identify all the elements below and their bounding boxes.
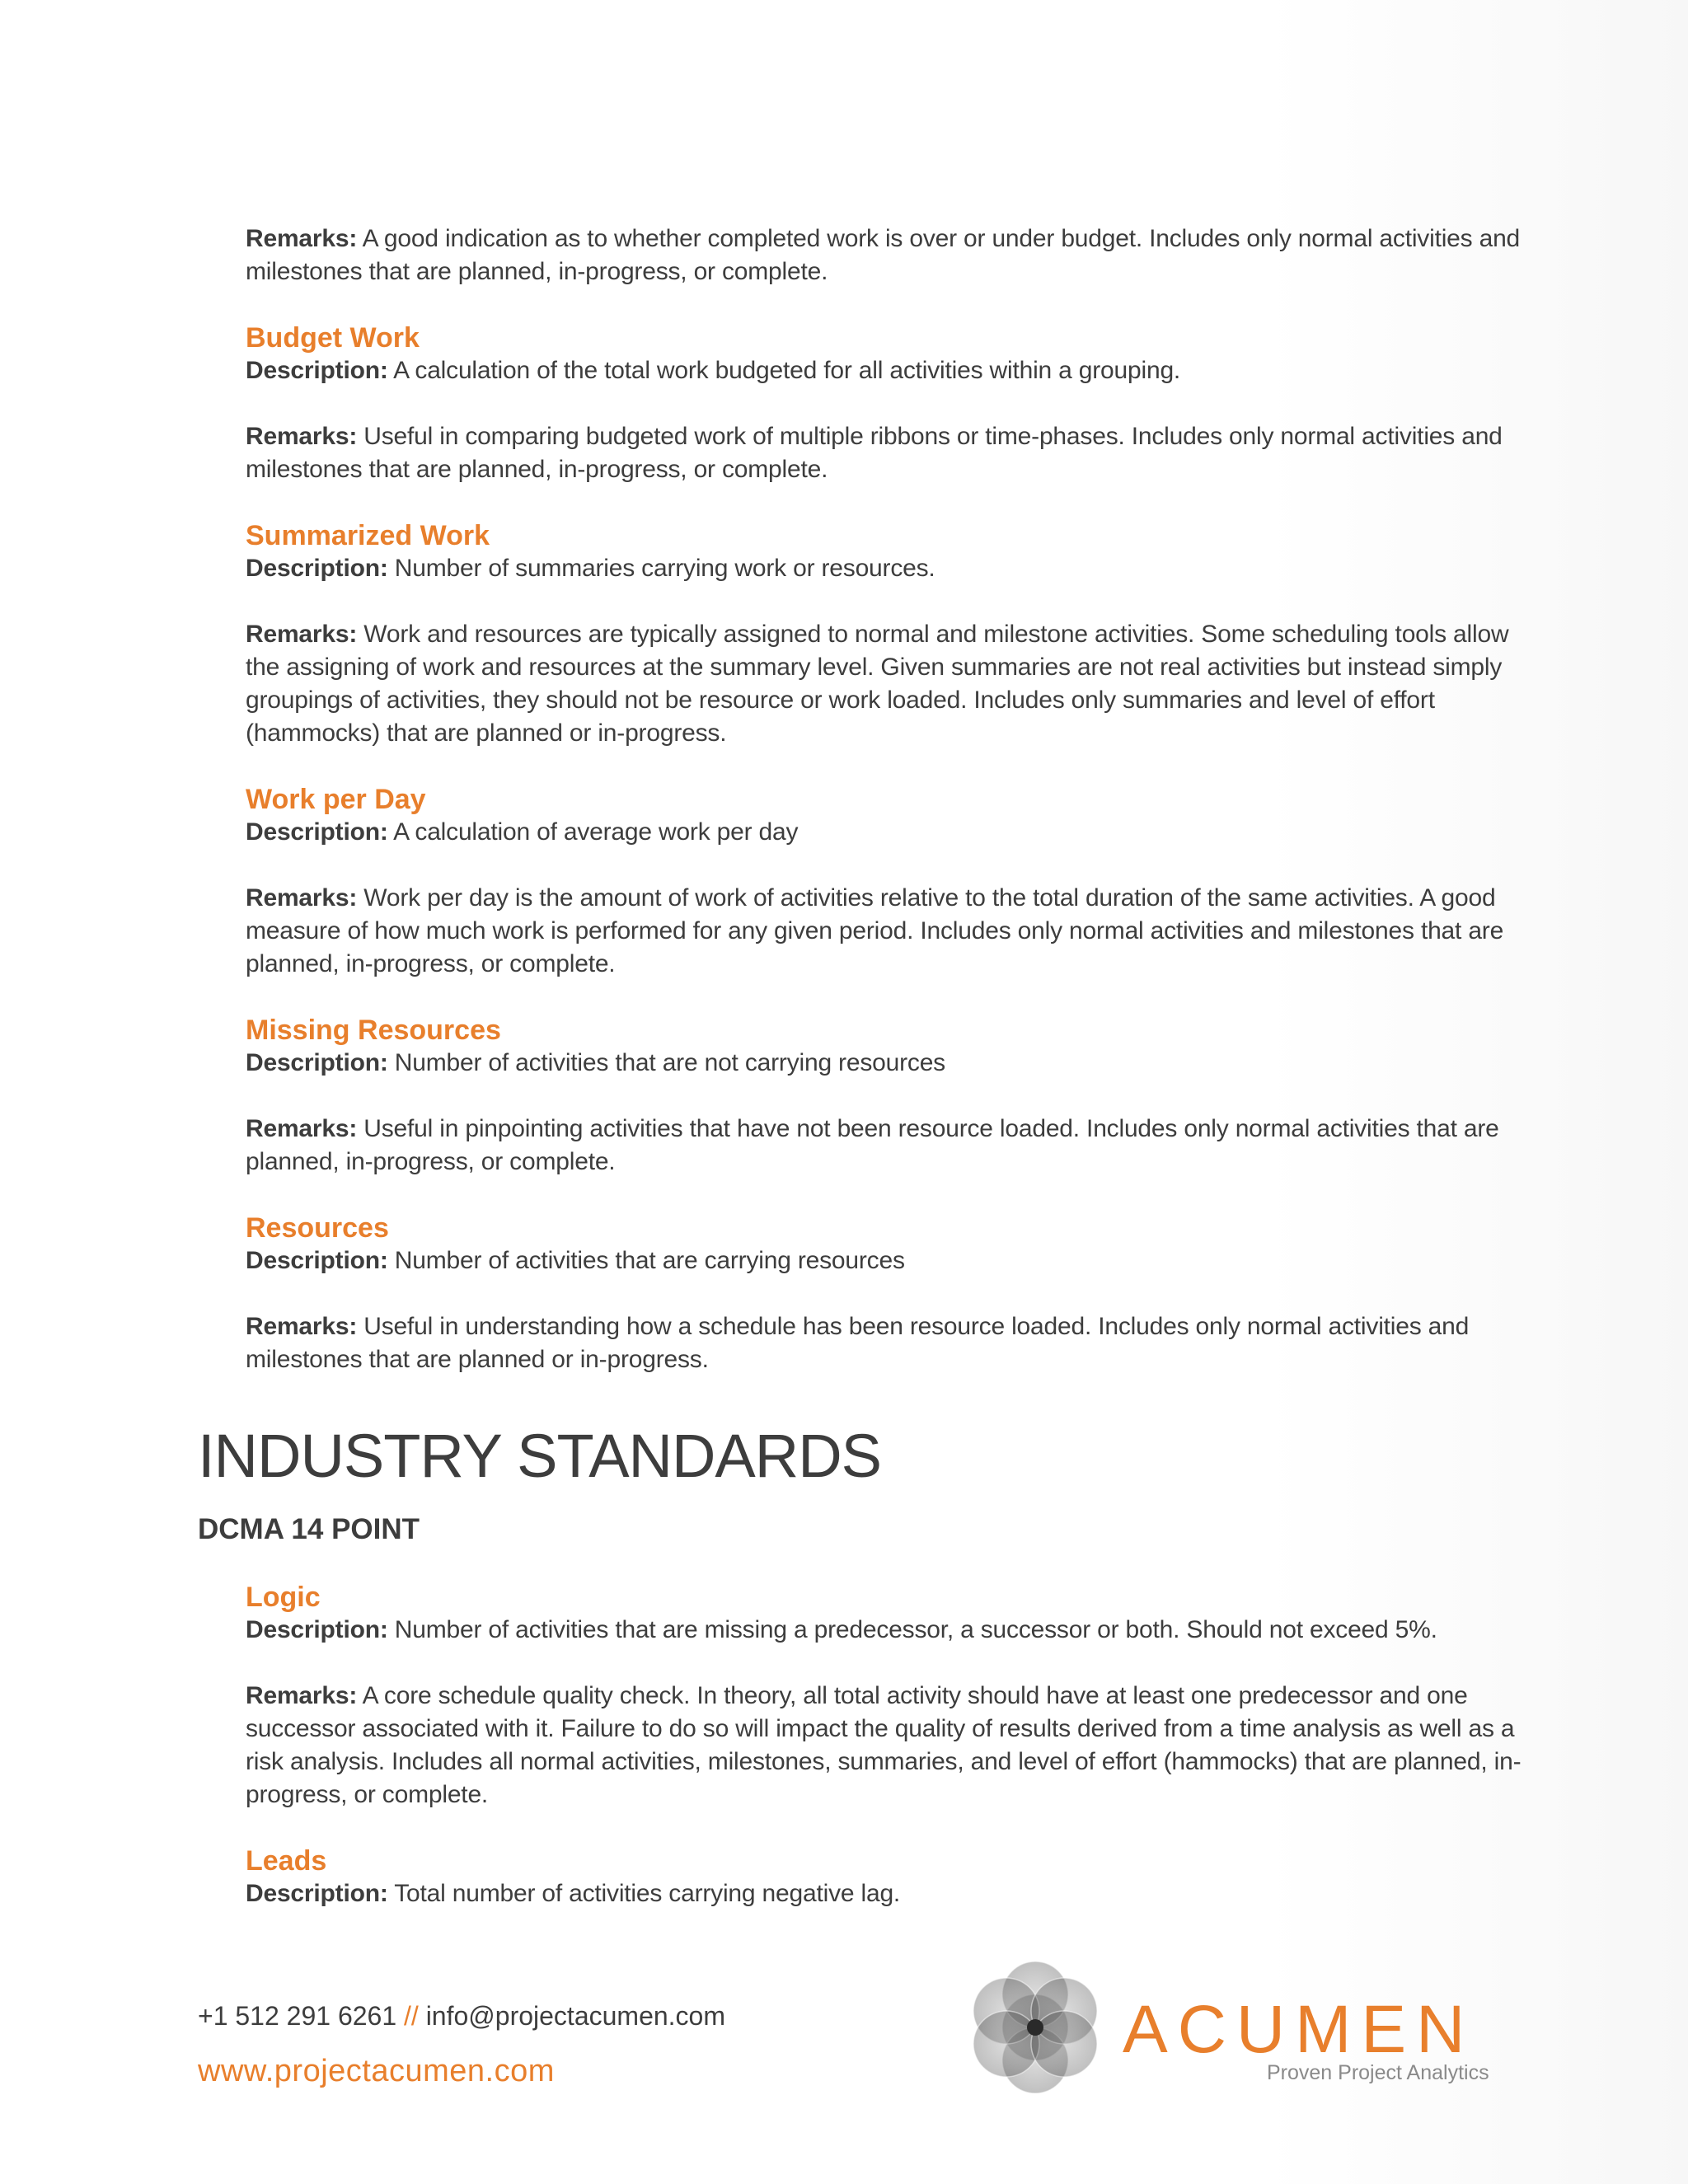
- description-text: Number of activities that are missing a predecessor, a successor or both. Should not exceed 5%.: [387, 1616, 1437, 1643]
- remarks-paragraph: [246, 1113, 1531, 1179]
- remarks-text: A good indication as to whether completed work is over or under budget. Includes only normal activities and milestones that are planned, in-progress, or complete.: [246, 225, 1521, 285]
- remarks-paragraph: [246, 223, 1531, 288]
- logo-tagline: Proven Project Analytics: [1267, 2061, 1489, 2084]
- item-title-leads: Leads: [246, 1845, 327, 1877]
- description-label: Description:: [246, 1880, 388, 1907]
- description-text: Number of activities that are not carrying resources: [387, 1049, 945, 1076]
- description-paragraph: [246, 552, 1531, 585]
- subsection-title: DCMA 14 POINT: [198, 1513, 420, 1545]
- description-paragraph: [246, 816, 1531, 849]
- description-paragraph: [246, 1614, 1531, 1647]
- description-label: Description:: [246, 555, 388, 582]
- description-label: Description:: [246, 1247, 388, 1274]
- description-text: Total number of activities carrying negative lag.: [387, 1880, 901, 1907]
- remarks-text: Work and resources are typically assigned to normal and milestone activities. Some scheduling tools allow the assigning of work and resources at the summary level. Given summaries are not real activities but instead simply groupings of activities, they should not be resource or work loaded. Includes only summaries and level of effort (hammocks) that are planned or in-progress.: [246, 621, 1509, 747]
- item-title-resources: Resources: [246, 1212, 389, 1244]
- description-paragraph: [246, 354, 1531, 387]
- remarks-paragraph: [246, 1680, 1531, 1811]
- description-label: Description:: [246, 1049, 388, 1076]
- remarks-paragraph: [246, 1310, 1531, 1376]
- footer-contact: [198, 1998, 725, 2034]
- remarks-text: Useful in understanding how a schedule has been resource loaded. Includes only normal activities and milestones that are planned or in-progress.: [246, 1313, 1470, 1373]
- remarks-label: Remarks:: [246, 621, 358, 648]
- item-title-budget-work: Budget Work: [246, 322, 420, 354]
- remarks-text: A core schedule quality check. In theory, all total activity should have at least one predecessor and one successor associated with it. Failure to do so will impact the quality of results derived from a time analysis as well as a risk analysis. Includes all normal activities, milestones, summaries, and level of effort (hammocks) that are planned, in-progress, or complete.: [246, 1682, 1522, 1808]
- remarks-text: Useful in comparing budgeted work of multiple ribbons or time-phases. Includes only normal activities and milestones that are planned, in-progress, or complete.: [246, 423, 1503, 483]
- logo-wordmark: ACUMEN: [1123, 1992, 1475, 2067]
- item-title-logic: Logic: [246, 1582, 321, 1613]
- description-paragraph: [246, 1047, 1531, 1080]
- description-text: Number of activities that are carrying resources: [387, 1247, 905, 1274]
- remarks-label: Remarks:: [246, 225, 358, 252]
- phone-number: +1 512 291 6261: [198, 2001, 397, 2031]
- remarks-text: Work per day is the amount of work of activities relative to the total duration of the same activities. A good measure of how much work is performed for any given period. Includes only normal activities and milestones that are planned, in-progress, or complete.: [246, 884, 1504, 977]
- website-link[interactable]: www.projectacumen.com: [198, 2054, 555, 2088]
- remarks-paragraph: [246, 618, 1531, 750]
- remarks-paragraph: [246, 882, 1531, 981]
- description-label: Description:: [246, 818, 388, 846]
- description-text: Number of summaries carrying work or resources.: [387, 555, 935, 582]
- description-paragraph: [246, 1877, 1531, 1910]
- item-title-missing-resources: Missing Resources: [246, 1015, 501, 1046]
- description-text: A calculation of the total work budgeted for all activities within a grouping.: [387, 357, 1181, 384]
- remarks-label: Remarks:: [246, 1115, 358, 1142]
- section-title: INDUSTRY STANDARDS: [198, 1422, 882, 1490]
- remarks-label: Remarks:: [246, 884, 358, 912]
- description-text: A calculation of average work per day: [387, 818, 799, 846]
- item-title-work-per-day: Work per Day: [246, 784, 426, 815]
- remarks-text: Useful in pinpointing activities that have not been resource loaded. Includes only normal activities that are planned, in-progress, or complete.: [246, 1115, 1499, 1175]
- acumen-logo-icon: [966, 1958, 1104, 2097]
- remarks-label: Remarks:: [246, 423, 358, 450]
- remarks-paragraph: [246, 420, 1531, 486]
- contact-separator: //: [396, 2001, 426, 2031]
- item-title-summarized-work: Summarized Work: [246, 520, 490, 551]
- metrics-list: [246, 223, 1531, 1376]
- email-link[interactable]: info@projectacumen.com: [425, 2001, 725, 2031]
- dcma-list: [246, 1581, 1531, 1910]
- remarks-label: Remarks:: [246, 1682, 358, 1709]
- remarks-label: Remarks:: [246, 1313, 358, 1340]
- description-label: Description:: [246, 357, 388, 384]
- description-label: Description:: [246, 1616, 388, 1643]
- description-paragraph: [246, 1244, 1531, 1277]
